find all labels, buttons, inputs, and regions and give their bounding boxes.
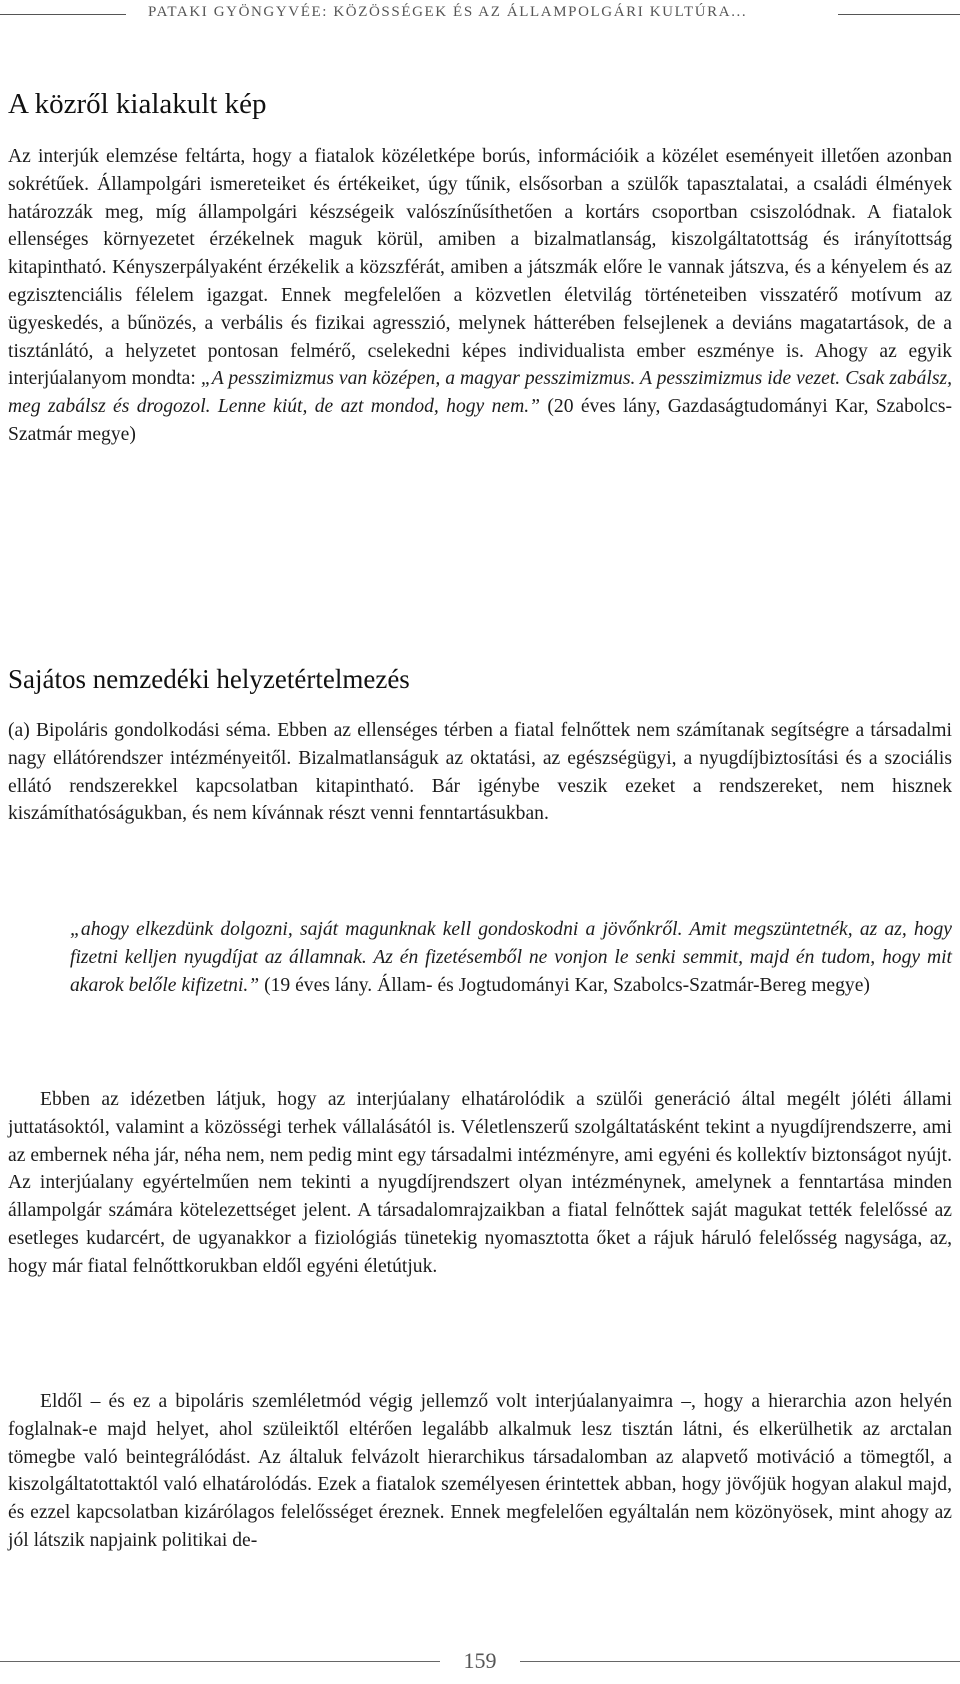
quote-source: (20 éves lány, Gazdaságtudományi Kar, Szabolcs-Szatmár megye) <box>8 396 952 445</box>
page-footer <box>0 1646 960 1676</box>
paragraph-public-image <box>8 143 952 449</box>
running-title: PATAKI GYÖNGYVÉE: KÖZÖSSÉGEK ÉS AZ ÁLLAMPOLGÁRI KULTÚRA... <box>148 4 748 20</box>
interview-quote: „A pesszimizmus van középen, a magyar pesszimizmus. A pesszimizmus ide vezet. Csak zabálsz, meg zabálsz és drogozol. Lenne kiút, de azt mondod, hogy nem.” <box>8 368 952 418</box>
footer-rule-left <box>0 1661 440 1662</box>
page-number: 159 <box>463 1648 497 1673</box>
paragraph-bipolar-scheme: (a) Bipoláris gondolkodási séma. Ebben az ellenséges térben a fiatal felnőttek nem számítanak segítségre a társadalmi nagy ellátórendszer intézményeitől. Bizalmatlanságuk az oktatási, az egészségügyi, a nyugdíjbiztosítási és a szociális ellátó rendszerekkel kapcsolatban kitapintható. Bár igénybe veszik ezeket a rendszereket, nem hisznek kiszámíthatóságukban, és nem kívánnak részt venni fenntartásukban. <box>8 720 952 825</box>
paragraph-after-quote: Ebben az idézetben látjuk, hogy az interjúalany elhatárolódik a szülői generáció által megélt jóléti állami juttatásoktól, valamint a közösségi terhek vállalásától is. Véletlenszerű szolgáltatásként tekint a nyugdíjrendszerre, ami az embernek néha jár, néha nem, nem pedig mint egy társadalmi intézményre, ami egyéni és kollektív biztonságot nyújt. Az interjúalany egyértelműen nem tekinti a nyugdíjrendszert olyan intézménynek, amelynek a fenntartása minden állampolgár számára kötelezettséget jelent. A társadalomrajzaikban a fiatal felnőttek saját magukat tették felelőssé az esetleges kudarcért, de ugyanakkor a fiziológiás tünetekig nyomasztotta őket a rájuk háruló felelősség nagysága, az, hogy már fiatal felnőttkorukban eldől egyéni életútjuk. <box>8 1089 952 1277</box>
footer-rule-right <box>520 1661 960 1662</box>
block-quote-text: „ahogy elkezdünk dolgozni, saját magunknak kell gondoskodni a jövőnkről. Amit megszüntetnék, az az, hogy fizetni kelljen nyugdíjat az államnak. Az én fizetésemből ne vonjon le senki semmit, majd én tudom, hogy mit akarok belőle kifizetni.” <box>70 919 952 996</box>
block-quote-source: (19 éves lány. Állam- és Jogtudományi Kar, Szabolcs-Szatmár-Bereg megye) <box>259 974 870 996</box>
running-header <box>0 0 960 32</box>
section-heading-generation: Sajátos nemzedéki helyzetértelmezés <box>8 664 410 694</box>
paragraph-text: Az interjúk elemzése feltárta, hogy a fiatalok közéletképe borús, információik a közélet eseményeit illetően azonban sokrétűek. Állampolgári ismereteiket és értékeiket, úgy tűnik, elsősorban a szülők tapasztalatai, a családi élmények határozzák meg, míg állampolgári készségeik valószínűsíthetően a kortárs csoportban csiszolódnak. A fiatalok ellenséges környezetet érzékelnek maguk körül, amiben a bizalmatlanság, kiszolgáltatottság és irányítottság kitapintható. Kényszerpályaként érzékelik a közszférát, amiben a játszmák előre le vannak játszva, és a kényelem és az egzisztenciális félelem igazgat. Ennek megfelelően a közvetlen életvilág történeteiben visszatérő motívum az ügyeskedés, a bűnözés, a verbális és fizikai agresszió, melynek hátterében felsejlenek a deviáns magatartások, de a tisztánlátó, a helyzetet pontosan felmérő, cselekedni képes individualista ember eszménye is. Ahogy az egyik interjúalanyom mondta: <box>8 146 952 390</box>
paragraph-last: Eldől – és ez a bipoláris szemléletmód végig jellemző volt interjúalanyaimra –, hogy a hierarchia azon helyén foglalnak-e majd helyet, ahol szüleiktől eltérően legalább alkalmuk lesz tisztán látni, és elkerülhetik az arctalan tömegbe való beintegrálódást. Az általuk felvázolt hierarchikus társadalomban az alapvető motiváció a tömegtől, a kiszolgáltatottaktól való elhatárolódás. Ezek a fiatalok személyesen érintettek abban, hogy jövőjük hogyan alakul majd, és ezzel kapcsolatban kizárólagos felelősséget éreznek. Ennek megfelelően egyáltalán nem közönyösek, mint ahogy az jól látszik napjaink politikai de- <box>8 1391 952 1551</box>
block-quote <box>70 916 952 999</box>
header-rule-right <box>838 14 960 15</box>
header-rule-left <box>0 14 126 15</box>
section-heading-public-image: A közről kialakult kép <box>8 88 267 120</box>
